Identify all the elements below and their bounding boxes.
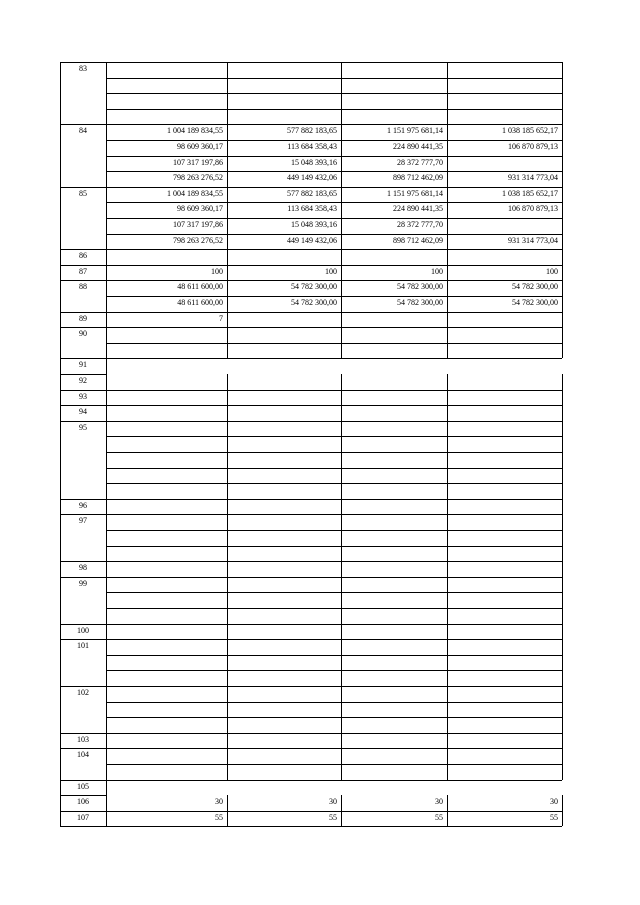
row-num-border xyxy=(106,561,107,577)
value-cell: 98 609 360,17 xyxy=(177,142,223,151)
line-rule xyxy=(106,670,562,671)
cell-border xyxy=(447,421,448,499)
cell-border xyxy=(447,499,448,515)
value-cell: 30 xyxy=(435,797,443,807)
row-num-border xyxy=(106,733,107,749)
line-rule xyxy=(106,483,562,484)
cell-border xyxy=(562,561,563,577)
row-number: 103 xyxy=(77,734,89,744)
cell-border xyxy=(447,249,448,265)
cell-border xyxy=(227,249,228,265)
value-cell: 931 314 773,04 xyxy=(508,235,558,245)
cell-border xyxy=(447,561,448,577)
cell-border xyxy=(341,499,342,515)
cell-border xyxy=(227,639,228,686)
cell-border xyxy=(341,639,342,686)
row-number: 86 xyxy=(79,251,87,261)
row-number: 99 xyxy=(79,578,87,588)
value-cell: 449 149 432,06 xyxy=(287,235,337,245)
cell-border xyxy=(562,405,563,421)
row-num-border xyxy=(106,358,107,374)
row-left-border xyxy=(60,748,61,779)
cell-border xyxy=(341,374,342,390)
value-cell: 54 782 300,00 xyxy=(397,282,443,292)
cell-border xyxy=(341,421,342,499)
line-rule xyxy=(106,608,562,609)
row-bottom-rule xyxy=(60,780,562,781)
value-cell: 55 xyxy=(550,812,558,822)
value-cell: 113 684 358,43 xyxy=(287,204,337,214)
row-left-border xyxy=(60,405,61,421)
line-rule xyxy=(106,109,562,110)
cell-border xyxy=(562,811,563,827)
row-bottom-rule xyxy=(60,577,562,578)
row-num-border xyxy=(106,405,107,421)
cell-border xyxy=(341,312,342,328)
row-num-border xyxy=(106,499,107,515)
row-bottom-rule xyxy=(60,327,562,328)
cell-border xyxy=(447,639,448,686)
row-number: 88 xyxy=(79,282,87,292)
row-left-border xyxy=(60,577,61,624)
value-cell: 577 882 183,65 xyxy=(287,188,337,198)
value-cell: 30 xyxy=(215,797,223,807)
row-number: 100 xyxy=(77,625,89,635)
cell-border xyxy=(227,312,228,328)
cell-border xyxy=(562,124,563,186)
cell-border xyxy=(227,499,228,515)
row-bottom-rule xyxy=(60,639,562,640)
line-rule xyxy=(106,717,562,718)
value-cell: 98 609 360,17 xyxy=(177,204,223,214)
value-cell: 798 263 276,52 xyxy=(173,173,223,183)
cell-border xyxy=(447,312,448,328)
row-bottom-rule xyxy=(60,405,562,406)
row-left-border xyxy=(60,249,61,265)
row-left-border xyxy=(60,62,61,124)
line-rule xyxy=(106,78,562,79)
line-rule xyxy=(106,592,562,593)
row-left-border xyxy=(60,624,61,640)
row-left-border xyxy=(60,561,61,577)
value-cell: 48 611 600,00 xyxy=(177,282,223,292)
cell-border xyxy=(341,577,342,624)
row-left-border xyxy=(60,733,61,749)
value-cell: 113 684 358,43 xyxy=(287,142,337,151)
row-number: 89 xyxy=(79,313,87,323)
row-number: 84 xyxy=(79,126,87,136)
cell-border xyxy=(562,249,563,265)
line-rule xyxy=(106,436,562,437)
row-bottom-rule xyxy=(60,686,562,687)
line-rule xyxy=(106,468,562,469)
line-rule xyxy=(106,93,562,94)
cell-border xyxy=(227,405,228,421)
row-number: 101 xyxy=(77,641,89,651)
cell-border xyxy=(447,577,448,624)
row-num-border xyxy=(106,390,107,406)
value-cell: 15 048 393,16 xyxy=(291,220,337,229)
row-number: 107 xyxy=(77,812,89,822)
row-left-border xyxy=(60,780,61,796)
cell-border xyxy=(562,187,563,249)
row-num-border xyxy=(106,780,107,796)
line-rule xyxy=(106,546,562,547)
value-cell: 100 xyxy=(546,266,558,276)
cell-border xyxy=(227,514,228,561)
line-rule xyxy=(106,655,562,656)
value-cell: 449 149 432,06 xyxy=(287,173,337,183)
cell-border xyxy=(562,327,563,358)
row-left-border xyxy=(60,514,61,561)
row-number: 87 xyxy=(79,266,87,276)
value-cell: 1 038 185 652,17 xyxy=(502,188,558,198)
line-rule xyxy=(106,343,562,344)
cell-border xyxy=(447,514,448,561)
value-cell: 55 xyxy=(435,812,443,822)
value-cell: 1 038 185 652,17 xyxy=(502,126,558,136)
cell-border xyxy=(341,733,342,749)
value-cell: 1 004 189 834,55 xyxy=(167,188,223,198)
row-number: 106 xyxy=(77,797,89,807)
value-cell: 30 xyxy=(329,797,337,807)
row-number: 85 xyxy=(79,188,87,198)
cell-border xyxy=(227,686,228,733)
row-left-border xyxy=(60,374,61,390)
row-bottom-rule xyxy=(60,358,562,359)
row-number: 98 xyxy=(79,563,87,573)
row-left-border xyxy=(60,421,61,499)
row-number: 102 xyxy=(77,688,89,697)
line-rule xyxy=(106,702,562,703)
cell-border xyxy=(562,265,563,281)
row-num-border xyxy=(106,686,107,733)
row-bottom-rule xyxy=(60,748,562,749)
row-num-border xyxy=(106,577,107,624)
row-left-border xyxy=(60,187,61,249)
cell-border xyxy=(227,733,228,749)
value-cell: 100 xyxy=(211,266,223,276)
cell-border xyxy=(447,624,448,640)
table-top-rule xyxy=(60,62,562,63)
row-left-border xyxy=(60,327,61,358)
value-cell: 577 882 183,65 xyxy=(287,126,337,136)
row-number: 104 xyxy=(77,750,89,760)
cell-border xyxy=(562,390,563,406)
cell-border xyxy=(447,733,448,749)
cell-border xyxy=(227,390,228,406)
row-bottom-rule xyxy=(60,624,562,625)
row-left-border xyxy=(60,124,61,186)
row-number: 95 xyxy=(79,422,87,432)
line-rule xyxy=(106,530,562,531)
cell-border xyxy=(227,577,228,624)
row-left-border xyxy=(60,811,61,827)
value-cell: 15 048 393,16 xyxy=(291,157,337,167)
value-cell: 54 782 300,00 xyxy=(512,282,558,292)
row-number: 92 xyxy=(79,376,87,385)
row-left-border xyxy=(60,499,61,515)
cell-border xyxy=(227,561,228,577)
value-cell: 107 317 197,86 xyxy=(173,220,223,229)
row-bottom-rule xyxy=(60,499,562,500)
cell-border xyxy=(227,624,228,640)
value-cell: 931 314 773,04 xyxy=(508,173,558,183)
row-left-border xyxy=(60,312,61,328)
value-cell: 224 890 441,35 xyxy=(393,142,443,151)
row-number: 93 xyxy=(79,391,87,401)
cell-border xyxy=(227,374,228,390)
row-bottom-rule xyxy=(60,733,562,734)
cell-border xyxy=(341,686,342,733)
row-left-border xyxy=(60,265,61,281)
row-bottom-rule xyxy=(60,561,562,562)
row-left-border xyxy=(60,390,61,406)
cell-border xyxy=(341,390,342,406)
value-cell: 1 004 189 834,55 xyxy=(167,126,223,136)
cell-border xyxy=(562,733,563,749)
row-left-border xyxy=(60,639,61,686)
cell-border xyxy=(341,514,342,561)
value-cell: 898 712 462,09 xyxy=(393,173,443,183)
row-bottom-rule xyxy=(60,421,562,422)
row-number: 91 xyxy=(79,360,87,370)
row-bottom-rule xyxy=(60,249,562,250)
value-cell: 106 870 879,13 xyxy=(508,204,558,214)
cell-border xyxy=(341,624,342,640)
value-cell: 28 372 777,70 xyxy=(397,220,443,229)
row-num-border xyxy=(106,249,107,265)
row-number: 105 xyxy=(77,781,89,791)
row-bottom-rule xyxy=(60,514,562,515)
value-cell: 1 151 975 681,14 xyxy=(387,188,443,198)
cell-border xyxy=(562,421,563,499)
cell-border xyxy=(562,499,563,515)
row-number: 97 xyxy=(79,516,87,526)
row-number: 94 xyxy=(79,407,87,417)
row-left-border xyxy=(60,686,61,733)
value-cell: 107 317 197,86 xyxy=(173,157,223,167)
row-num-border xyxy=(106,624,107,640)
value-cell: 106 870 879,13 xyxy=(508,142,558,151)
value-cell: 100 xyxy=(325,266,337,276)
row-left-border xyxy=(60,795,61,811)
value-cell: 54 782 300,00 xyxy=(397,298,443,307)
value-cell: 898 712 462,09 xyxy=(393,235,443,245)
row-num-border xyxy=(106,639,107,686)
value-cell: 54 782 300,00 xyxy=(291,298,337,307)
cell-border xyxy=(447,686,448,733)
cell-border xyxy=(562,624,563,640)
value-cell: 54 782 300,00 xyxy=(512,298,558,307)
value-cell: 224 890 441,35 xyxy=(393,204,443,214)
cell-border xyxy=(562,577,563,624)
value-cell: 798 263 276,52 xyxy=(173,235,223,245)
cell-border xyxy=(562,686,563,733)
value-cell: 100 xyxy=(431,266,443,276)
cell-border xyxy=(227,421,228,499)
value-cell: 48 611 600,00 xyxy=(177,298,223,307)
row-bottom-rule xyxy=(60,390,562,391)
line-rule xyxy=(106,452,562,453)
row-number: 90 xyxy=(79,329,87,339)
cell-border xyxy=(562,748,563,779)
cell-border xyxy=(447,390,448,406)
cell-border xyxy=(447,374,448,390)
cell-border xyxy=(562,312,563,328)
cell-border xyxy=(562,639,563,686)
row-num-border xyxy=(106,374,107,390)
value-cell: 28 372 777,70 xyxy=(397,157,443,167)
value-cell: 54 782 300,00 xyxy=(291,282,337,292)
row-number: 96 xyxy=(79,500,87,510)
cell-border xyxy=(447,405,448,421)
row-left-border xyxy=(60,280,61,311)
cell-border xyxy=(562,280,563,311)
cell-border xyxy=(341,561,342,577)
cell-border xyxy=(341,249,342,265)
cell-border xyxy=(562,514,563,561)
row-num-border xyxy=(106,514,107,561)
cell-border xyxy=(562,374,563,390)
row-bottom-rule xyxy=(60,826,562,827)
value-cell: 1 151 975 681,14 xyxy=(387,126,443,136)
cell-border xyxy=(562,795,563,811)
cell-border xyxy=(562,62,563,124)
row-left-border xyxy=(60,358,61,374)
value-cell: 30 xyxy=(550,797,558,807)
cell-border xyxy=(341,405,342,421)
row-num-border xyxy=(106,421,107,499)
value-cell: 7 xyxy=(219,313,223,323)
value-cell: 55 xyxy=(215,812,223,822)
row-number: 83 xyxy=(79,64,87,73)
value-cell: 55 xyxy=(329,812,337,822)
line-rule xyxy=(106,764,562,765)
